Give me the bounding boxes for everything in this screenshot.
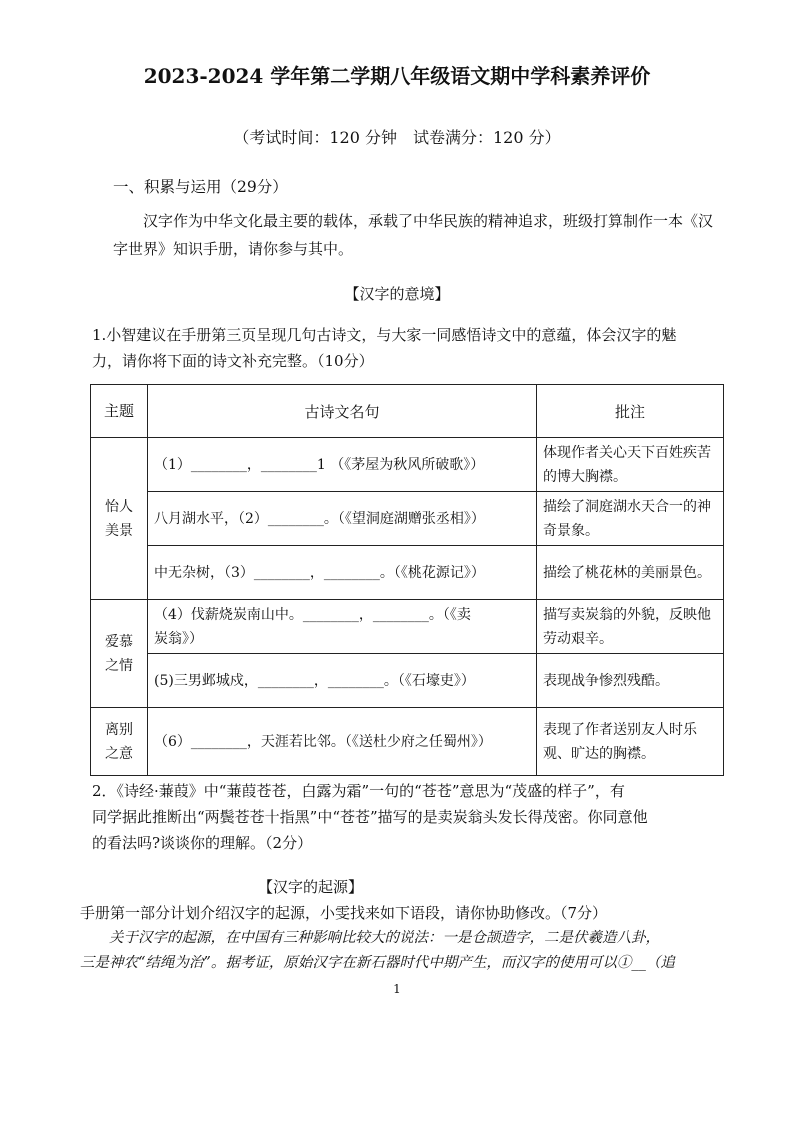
poem-cell: （1）________，________1 （《茅屋为秋风所破歌》） xyxy=(148,438,537,492)
intro-line: 字世界》知识手册，请你参与其中。 xyxy=(113,240,354,258)
reading-paragraph xyxy=(80,926,730,976)
question-2 xyxy=(92,778,732,856)
theme-label: 离别 xyxy=(105,721,133,738)
theme-label: 怡人 xyxy=(105,498,133,515)
paragraph-line: 关于汉字的起源，在中国有三种影响比较大的说法：一是仓颉造字，二是伏羲造八卦， xyxy=(109,930,660,946)
exam-info: （考试时间：120 分钟 试卷满分：120 分） xyxy=(233,128,561,147)
note-cell: 表现战争惨烈残酷。 xyxy=(537,654,724,708)
poem-cell: (5)三男邺城戍，________，________。（《石壕吏》） xyxy=(148,654,537,708)
theme-label: 之意 xyxy=(105,745,133,762)
page-title: 2023-2024 学年第二学期八年级语文期中学科素养评价 xyxy=(143,64,651,88)
poem-cell: 八月湖水平，（2）________。（《望洞庭湖赠张丞相》） xyxy=(148,492,537,546)
table-row xyxy=(91,654,724,708)
question-line: 的看法吗?谈谈你的理解。（2分） xyxy=(92,834,313,852)
note-cell: 体现作者关心天下百姓疾苦的博大胸襟。 xyxy=(537,438,724,492)
table-header-row xyxy=(91,385,724,438)
paragraph-line: 三是神农“结绳为治”。据考证，原始汉字在新石器时代中期产生，而汉字的使用可以①__（追 xyxy=(80,955,675,971)
table-row xyxy=(91,546,724,600)
note-cell: 描写卖炭翁的外貌，反映他劳动艰辛。 xyxy=(537,600,724,654)
note-cell: 描绘了洞庭湖水天合一的神奇景象。 xyxy=(537,492,724,546)
subsection-heading: 【汉字的意境】 xyxy=(344,285,450,303)
theme-label: 之情 xyxy=(105,657,133,674)
intro-paragraph xyxy=(113,207,723,263)
question-line: 同学据此推断出“两鬓苍苍十指黑”中“苍苍”描写的是卖炭翁头发长得茂密。你同意他 xyxy=(92,808,648,826)
table-row xyxy=(91,708,724,776)
question-1 xyxy=(92,322,732,374)
poem-cell: （6）________，天涯若比邻。（《送杜少府之任蜀州》） xyxy=(148,708,537,776)
header-theme: 主题 xyxy=(91,385,148,438)
theme-cell xyxy=(91,708,148,776)
theme-label: 爱慕 xyxy=(105,633,133,650)
table-row xyxy=(91,600,724,654)
question-3: 手册第一部分计划介绍汉字的起源，小雯找来如下语段，请你协助修改。（7分） xyxy=(80,904,608,922)
section-heading: 一、积累与运用（29分） xyxy=(113,178,288,196)
table-row xyxy=(91,438,724,492)
page-number: 1 xyxy=(393,982,401,996)
intro-line: 汉字作为中华文化最主要的载体，承载了中华民族的精神追求，班级打算制作一本《汉 xyxy=(143,212,714,230)
poem-cell xyxy=(148,600,537,654)
header-note: 批注 xyxy=(537,385,724,438)
note-cell: 描绘了桃花林的美丽景色。 xyxy=(537,546,724,600)
theme-cell xyxy=(91,438,148,600)
question-line: 力，请你将下面的诗文补充完整。（10分） xyxy=(92,352,374,370)
theme-cell xyxy=(91,600,148,708)
poem-line: （4）伐薪烧炭南山中。________，________。（《卖 xyxy=(154,606,471,623)
theme-label: 美景 xyxy=(105,522,133,539)
poem-table xyxy=(90,384,724,776)
question-line: 1.小智建议在手册第三页呈现几句古诗文，与大家一同感悟诗文中的意蕴，体会汉字的魅 xyxy=(92,326,677,344)
note-cell: 表现了作者送别友人时乐观、旷达的胸襟。 xyxy=(537,708,724,776)
question-line: 2．《诗经·蒹葭》中“蒹葭苍苍，白露为霜”一句的“苍苍”意思为“茂盛的样子”，有 xyxy=(92,782,625,800)
table-row xyxy=(91,492,724,546)
poem-line: 炭翁》） xyxy=(154,630,203,647)
subsection-heading: 【汉字的起源】 xyxy=(258,878,364,896)
poem-cell: 中无杂树，（3）________，________。（《桃花源记》） xyxy=(148,546,537,600)
header-poem: 古诗文名句 xyxy=(148,385,537,438)
